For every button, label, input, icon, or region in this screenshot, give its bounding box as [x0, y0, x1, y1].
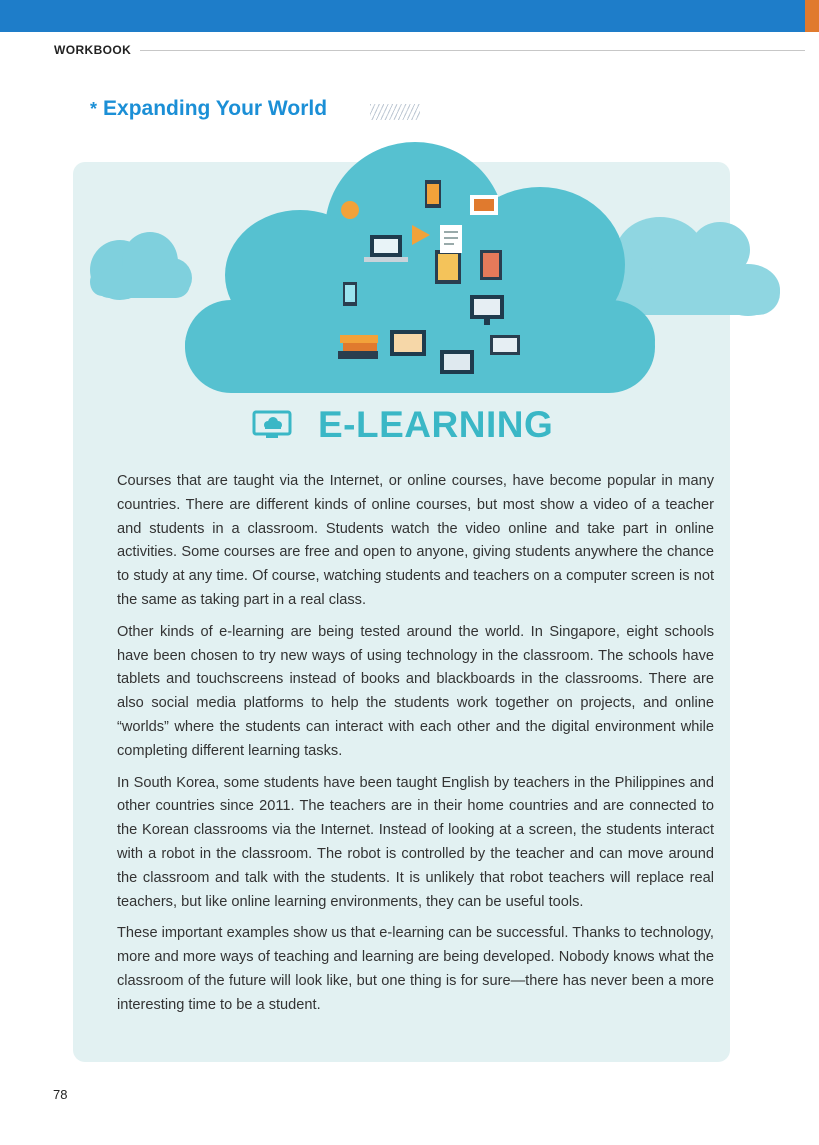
tablet2-icon	[480, 250, 502, 280]
video-call-icon	[390, 330, 426, 356]
paragraph-4: These important examples show us that e-learning can be successful. Thanks to technology, more and more ways of teaching and learning are being developed. Nobody knows what the classroom of the future will look like, but one thing is for sure—there has never been a more interesting time to be a student.	[117, 925, 714, 1013]
top-color-bar	[0, 0, 805, 32]
tablet-icon	[435, 250, 461, 284]
cloud-right	[600, 217, 780, 316]
phone2-icon	[425, 180, 441, 208]
top-orange-tab	[805, 0, 819, 32]
monitor-cloud-icon	[252, 410, 292, 440]
monitor2-icon	[440, 350, 474, 374]
section-title-text: Expanding Your World	[103, 97, 328, 120]
screen-icon	[470, 195, 498, 215]
paragraph-1: Courses that are taught via the Internet, or online courses, have become popular in many countries. There are different kinds of online courses, but most show a video of a teacher and students in a classroom. Students watch the video online and take part in online activities. Some courses are free and open to anyone, giving students anywhere the chance to study at any time. Of course, watching students and teachers on a computer screen is not the same as taking part in a real class.	[117, 473, 714, 608]
phone-icon	[343, 282, 357, 306]
article-heading: E-LEARNING	[318, 404, 554, 445]
circle-badge-icon	[341, 201, 359, 219]
section-bullet: *	[90, 98, 98, 119]
article-body	[117, 470, 714, 1026]
paragraph-2: Other kinds of e-learning are being tested around the world. In Singapore, eight schools have been chosen to try new ways of using technology in the classroom. The schools have tablets and touchscreens instead of books and blackboards in the classrooms. There are also social media platforms to help the students work together on projects, and online “worlds” where the students can interact with each other and the digital environment while completing different learning tasks.	[117, 623, 714, 759]
page-number: 78	[53, 1087, 68, 1102]
header-divider	[140, 50, 805, 51]
small-cloud-left	[90, 232, 192, 300]
article-heading-row	[252, 404, 553, 446]
laptop2-icon	[490, 335, 520, 355]
laptop-icon	[364, 235, 408, 262]
books-icon	[338, 335, 378, 359]
document-icon	[440, 225, 462, 253]
cloud-illustration	[0, 140, 819, 400]
paragraph-3: In South Korea, some students have been taught English by teachers in the Philippines and other countries since 2011. The teachers are in their home countries and are connected to the Korean classrooms via the Internet. Instead of looking at a screen, the students interact with a robot in the classroom. The robot is controlled by the teacher and can move around the classroom and talk with the students. It is unlikely that robot teachers will replace real teachers, but like online learning environments, they can be useful tools.	[117, 774, 714, 910]
running-head: WORKBOOK	[54, 43, 132, 57]
hatch-decoration	[370, 104, 420, 120]
section-title	[90, 97, 327, 121]
